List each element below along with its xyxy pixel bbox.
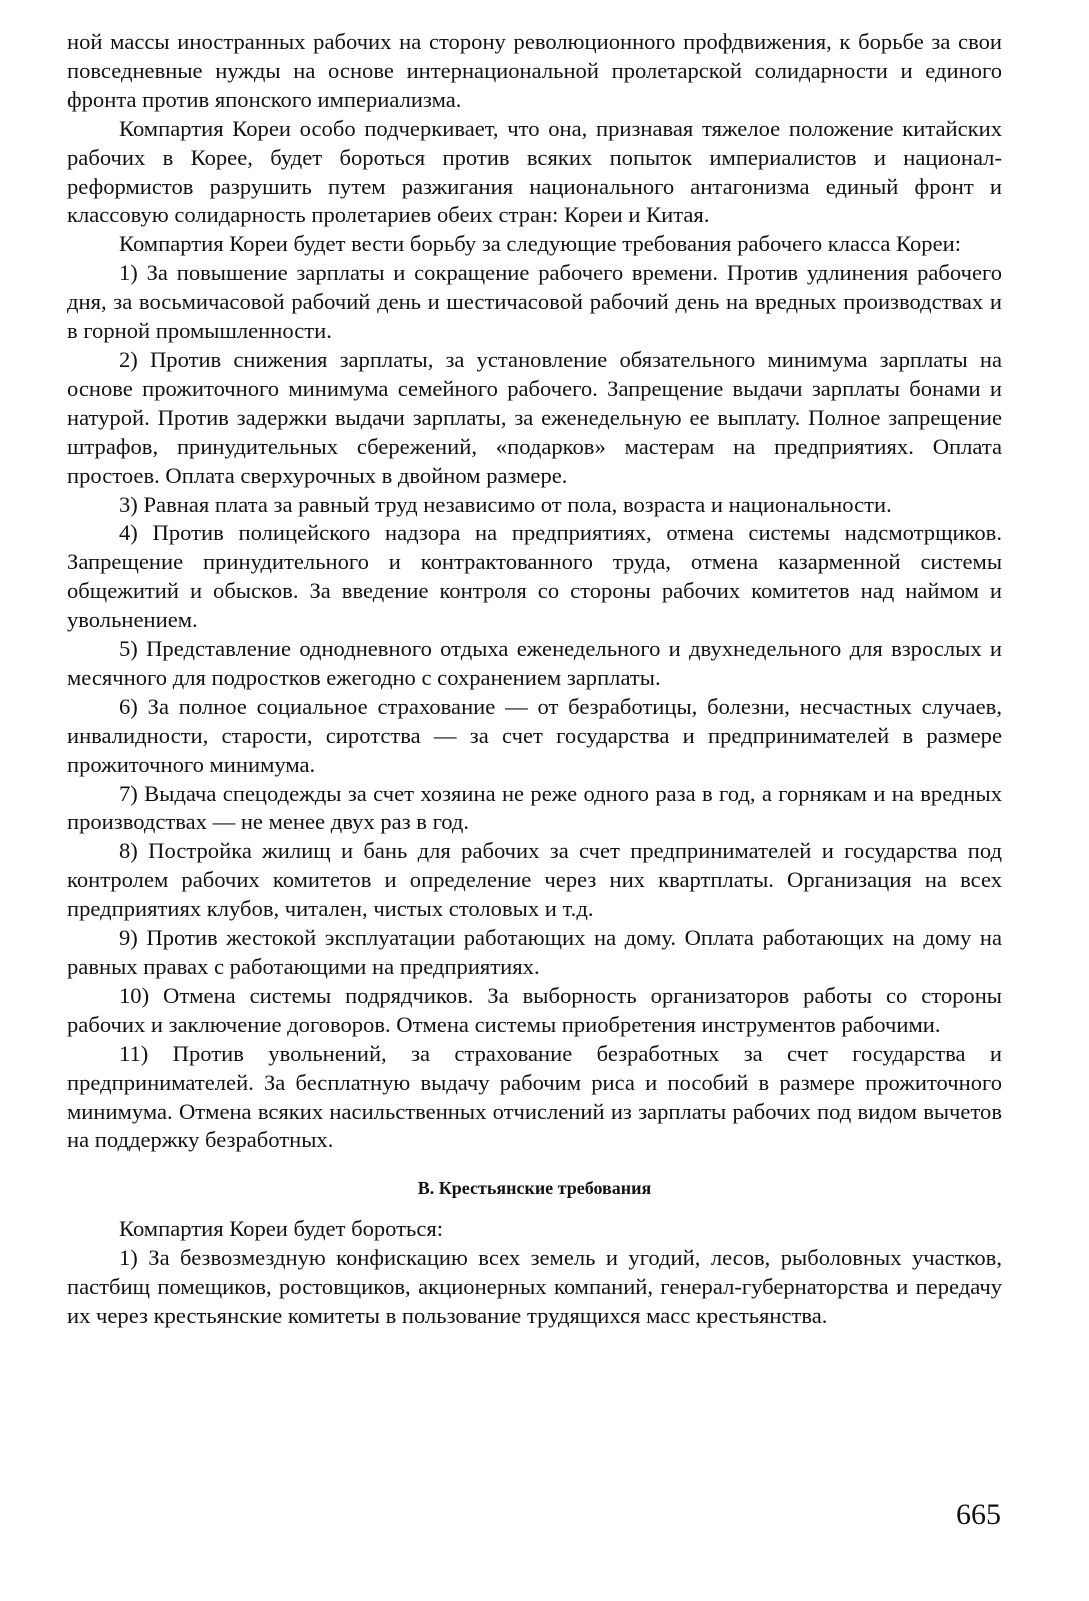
paragraph: 5) Представление однодневного отдыха еженедельного и двухнедельного для взрослых и месячного для подростков ежегодно с сохранением зарплаты. <box>67 636 1002 690</box>
paragraph: 4) Против полицейского надзора на предприятиях, отмена системы надсмотрщиков. Запрещение принудительного и контрактованного труда, отмена казарменной системы общежитий и обысков. За введение контроля со стороны рабочих комитетов над наймом и увольнением. <box>67 520 1002 633</box>
paragraph: 10) Отмена системы подрядчиков. За выборность организаторов работы со стороны рабочих и заключение договоров. Отмена системы приобретения инструментов рабочими. <box>67 982 1002 1037</box>
paragraph: 2) Против снижения зарплаты, за установление обязательного минимума зарплаты на основе прожиточного минимума семейного рабочего. Запрещение выдачи зарплаты бонами и натурой. Против задержки выдачи зарплаты, за еженедельную ее выплату. Полное запрещение штрафов, принудительных сбережений, «подарков» мастерам на предприятиях. Оплата простоев. Оплата сверхурочных в двойном размере. <box>67 346 1002 488</box>
paragraph: ной массы иностранных рабочих на сторону революционного профдвижения, к борьбе за свои повседневные нужды на основе интернациональной пролетарской солидарности и единого фронта против японского империализма. <box>67 29 1002 112</box>
paragraph: Компартия Кореи особо подчеркивает, что она, признавая тяжелое положение китайских рабочих в Корее, будет бороться против всяких попыток империалистов и национал-реформистов разрушить путем разжигания национального антагонизма единый фронт и классовую солидарность пролетариев обеих стран: Кореи и Китая. <box>67 115 1002 228</box>
paragraph: Компартия Кореи будет бороться: <box>119 1216 444 1242</box>
paragraph: 6) За полное социальное страхование — от безработицы, болезни, несчастных случаев, инвалидности, старости, сиротства — за счет государства и предпринимателей в размере прожиточного минимума. <box>67 693 1002 777</box>
paragraph: 8) Постройка жилищ и бань для рабочих за счет предпринимателей и государства под контролем рабочих комитетов и определение через них квартплаты. Организация на всех предприятиях клубов, читален, чистых столовых и т.д. <box>67 838 1002 922</box>
section-heading: В. Крестьянские требования <box>417 1178 652 1199</box>
paragraph: 7) Выдача спецодежды за счет хозяина не реже одного раза в год, а горнякам и на вредных производствах — не менее двух раз в год. <box>67 780 1002 835</box>
paragraph: 1) За безвозмездную конфискацию всех земель и угодий, лесов, рыболовных участков, пастбищ помещиков, ростовщиков, акционерных компаний, генерал-губернаторства и передачу их через крестьянские комитеты в пользование трудящихся масс крестьянства. <box>67 1245 1002 1329</box>
paragraph: Компартия Кореи будет вести борьбу за следующие требования рабочего класса Кореи: <box>119 231 961 257</box>
paragraph: 3) Равная плата за равный труд независимо от пола, возраста и национальности. <box>119 491 892 517</box>
page-number: 665 <box>956 1498 1001 1531</box>
text-block-workers-demands <box>67 28 1002 1155</box>
paragraph: 11) Против увольнений, за страхование безработных за счет государства и предпринимателей. За бесплатную выдачу рабочим риса и пособий в размере прожиточного минимума. Отмена всяких насильственных отчислений из зарплаты рабочих под видом вычетов на поддержку безработных. <box>67 1040 1002 1153</box>
paragraph: 9) Против жестокой эксплуатации работающих на дому. Оплата работающих на дому на равных правах с работающими на предприятиях. <box>67 925 1002 979</box>
paragraph: 1) За повышение зарплаты и сокращение рабочего времени. Против удлинения рабочего дня, за восьмичасовой рабочий день и шестичасовой рабочий день на вредных производствах и в горной промышленности. <box>67 260 1002 344</box>
text-block-peasant-demands <box>67 1215 1002 1331</box>
page-body <box>67 28 1002 1331</box>
